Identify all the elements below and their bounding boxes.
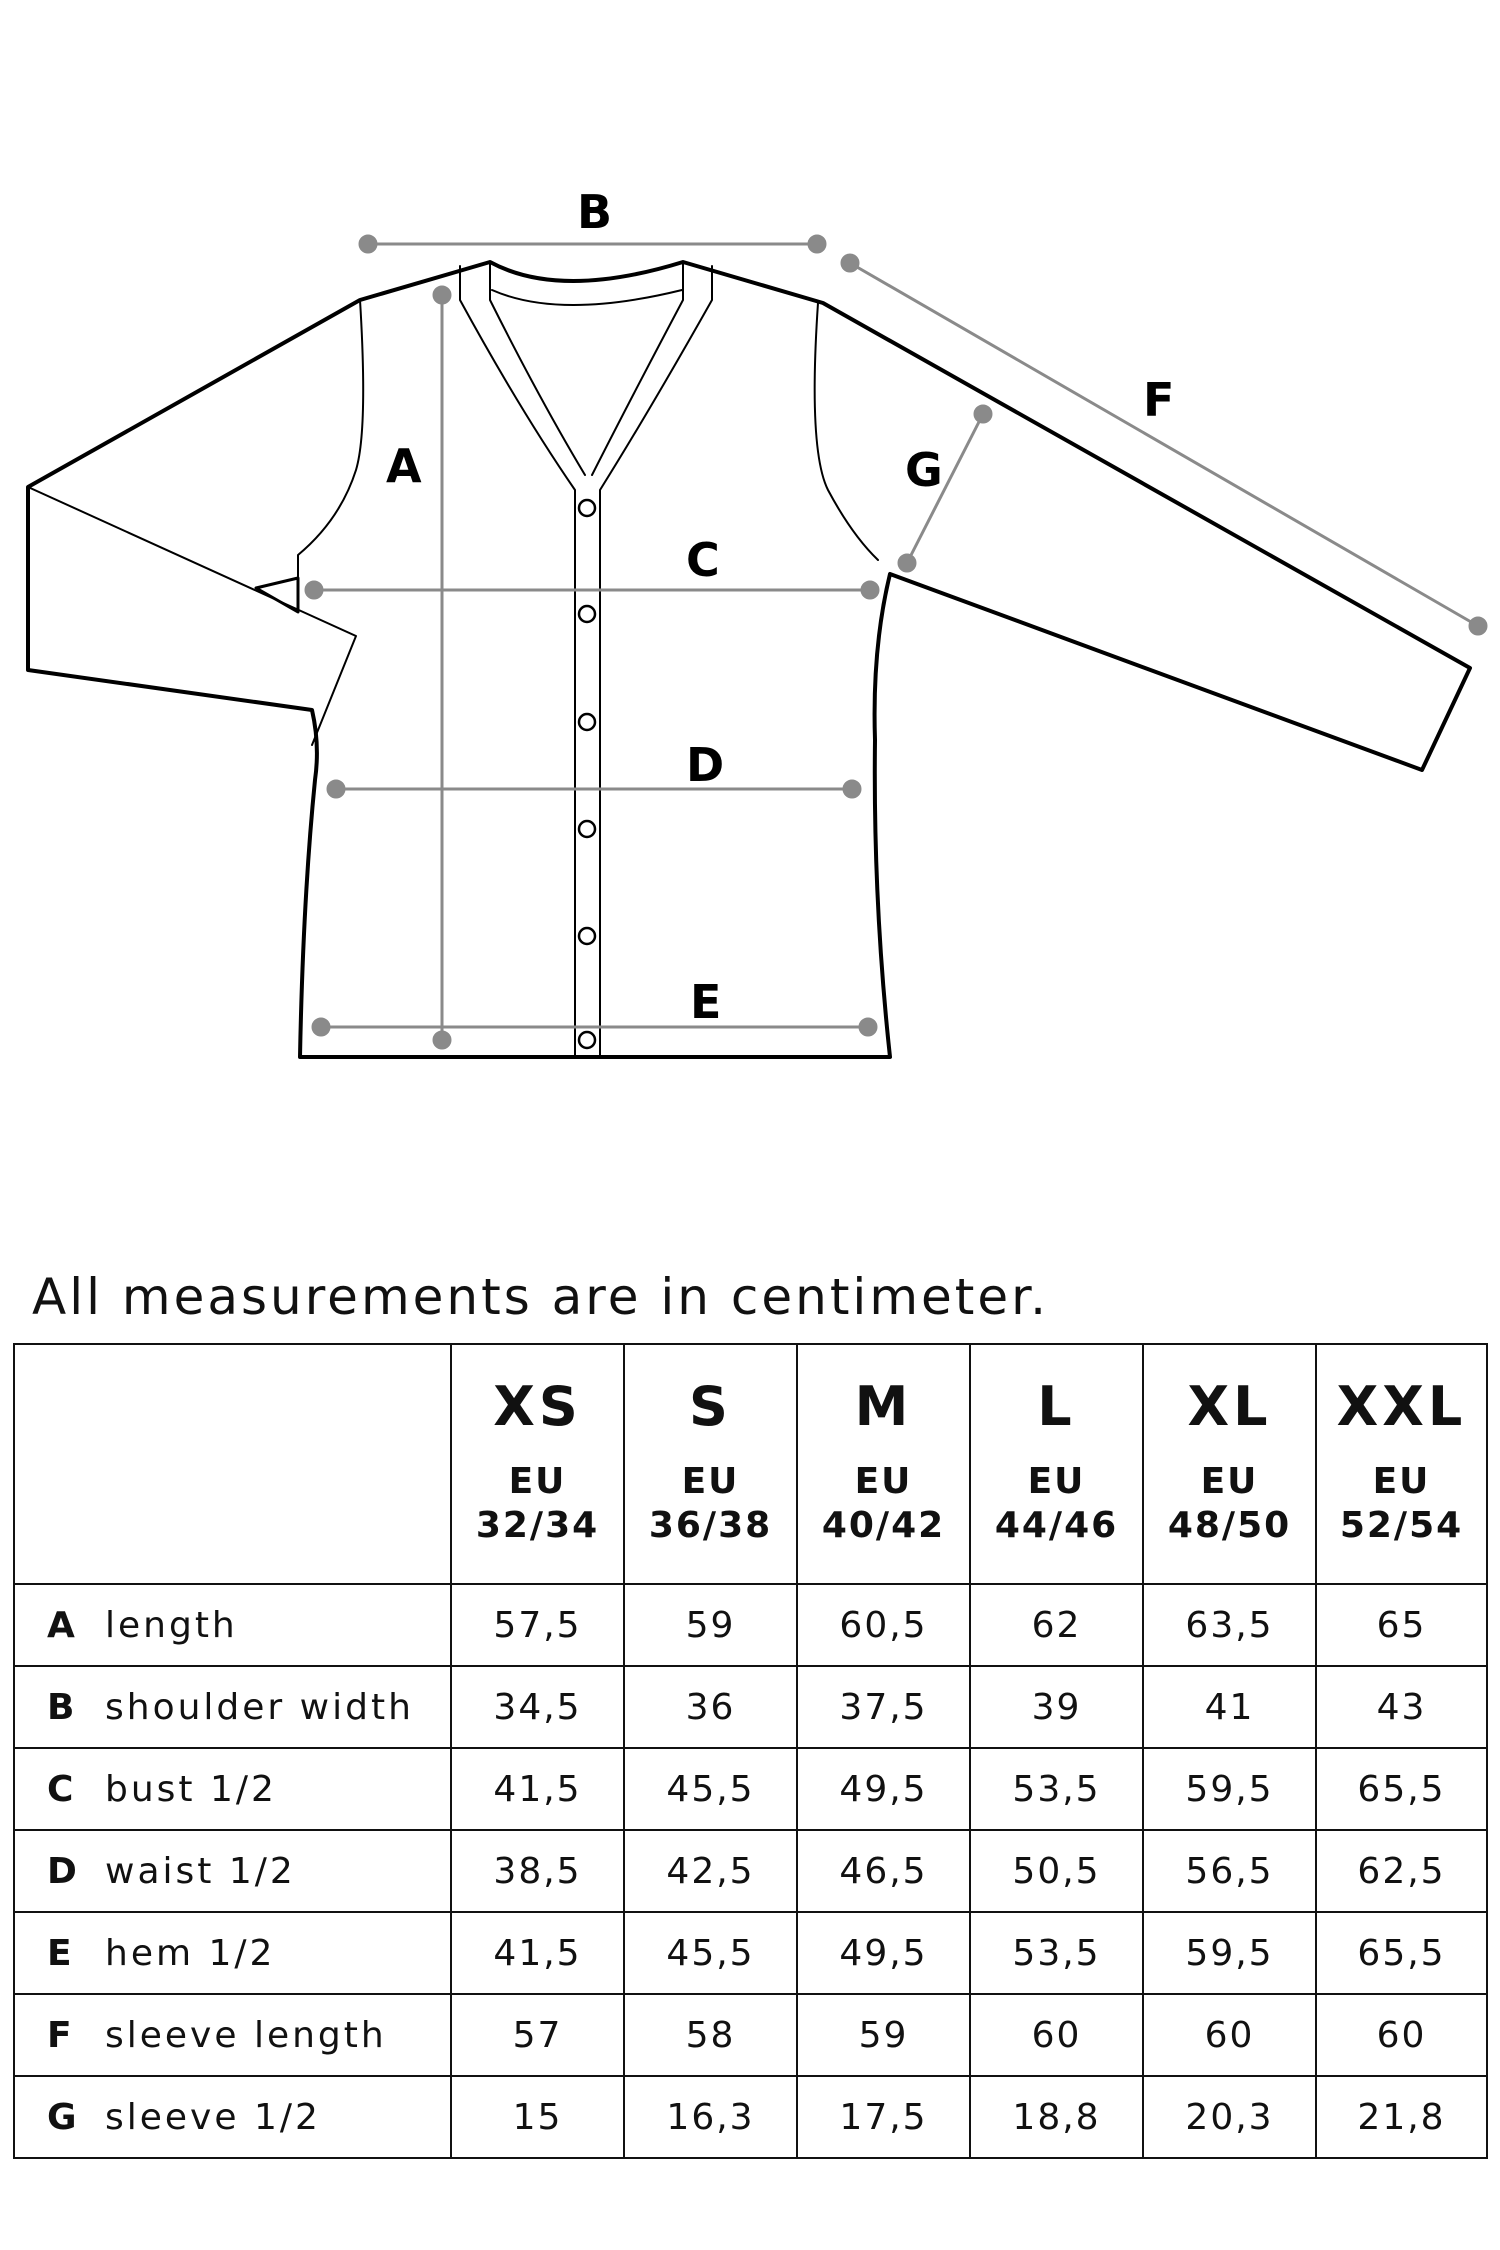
table-row [14,1666,1487,1748]
size-name: XXL [1336,1375,1467,1438]
table-row [14,1912,1487,1994]
eu-range: 40/42 [821,1505,946,1546]
row-header [14,1666,451,1748]
size-column-header [970,1344,1143,1584]
button [579,500,595,516]
table-cell: 16,3 [624,2076,797,2158]
table-cell: 41,5 [451,1748,624,1830]
row-header [14,1584,451,1666]
size-name: M [854,1375,913,1438]
table-cell: 60 [970,1994,1143,2076]
table-cell: 18,8 [970,2076,1143,2158]
eu-label: EU [681,1461,740,1502]
table-row [14,1584,1487,1666]
measure-d [328,781,860,797]
eu-range: 36/38 [648,1505,773,1546]
row-name: hem 1/2 [105,1932,276,1974]
size-column-header [451,1344,624,1584]
row-header [14,2076,451,2158]
table-row [14,1994,1487,2076]
row-name: shoulder width [105,1686,414,1728]
table-cell: 63,5 [1143,1584,1316,1666]
button [579,714,595,730]
left-cuff-notch [256,578,298,612]
table-cell: 50,5 [970,1830,1143,1912]
row-letter: B [47,1686,77,1728]
left-sleeve-detail [28,487,356,745]
measure-e [313,1019,876,1035]
table-cell: 58 [624,1994,797,2076]
button [579,928,595,944]
table-cell: 53,5 [970,1748,1143,1830]
row-letter: G [47,2096,79,2138]
eu-range: 44/46 [994,1505,1119,1546]
label-g: G [905,443,943,497]
table-cell: 59,5 [1143,1912,1316,1994]
left-armhole [298,300,363,578]
eu-label: EU [1027,1461,1086,1502]
table-cell: 41 [1143,1666,1316,1748]
table-cell: 45,5 [624,1748,797,1830]
row-letter: D [47,1850,79,1892]
eu-label: EU [1372,1461,1431,1502]
table-cell: 53,5 [970,1912,1143,1994]
row-name: length [105,1604,238,1646]
right-armhole [815,303,878,560]
row-name: bust 1/2 [105,1768,277,1810]
row-name: sleeve length [105,2014,387,2056]
table-row [14,2076,1487,2158]
table-cell: 46,5 [797,1830,970,1912]
label-f: F [1143,373,1175,427]
row-name: waist 1/2 [105,1850,296,1892]
buttons [579,500,595,1048]
table-row [14,1748,1487,1830]
placket-left [460,266,575,1057]
row-name: sleeve 1/2 [105,2096,321,2138]
size-column-header [1316,1344,1487,1584]
size-column-header [624,1344,797,1584]
size-name: XL [1187,1375,1272,1438]
table-cell: 65,5 [1316,1748,1487,1830]
table-cell: 20,3 [1143,2076,1316,2158]
table-cell: 42,5 [624,1830,797,1912]
size-name: L [1037,1375,1076,1438]
button [579,1032,595,1048]
table-cell: 62 [970,1584,1143,1666]
measure-c [306,582,878,598]
row-letter: F [47,2014,74,2056]
row-letter: C [47,1768,76,1810]
corner-cell [14,1344,451,1584]
eu-range: 32/34 [475,1505,600,1546]
table-cell: 34,5 [451,1666,624,1748]
cardigan-outline [28,262,1470,1057]
table-row [14,1830,1487,1912]
table-cell: 57 [451,1994,624,2076]
button [579,821,595,837]
table-cell: 65,5 [1316,1912,1487,1994]
table-cell: 57,5 [451,1584,624,1666]
table-cell: 65 [1316,1584,1487,1666]
row-header [14,1830,451,1912]
table-cell: 38,5 [451,1830,624,1912]
table-cell: 60,5 [797,1584,970,1666]
table-cell: 43 [1316,1666,1487,1748]
table-cell: 59 [797,1994,970,2076]
table-cell: 21,8 [1316,2076,1487,2158]
table-cell: 36 [624,1666,797,1748]
table-cell: 37,5 [797,1666,970,1748]
eu-range: 52/54 [1339,1505,1464,1546]
label-d: D [686,738,725,792]
table-cell: 49,5 [797,1912,970,1994]
table-cell: 17,5 [797,2076,970,2158]
row-header [14,1994,451,2076]
table-cell: 60 [1316,1994,1487,2076]
table-cell: 62,5 [1316,1830,1487,1912]
placket-right [600,266,712,1057]
label-b: B [577,185,613,239]
size-chart-table [13,1343,1488,2159]
measurement-note: All measurements are in centimeter. [32,1268,1050,1326]
measure-a [434,287,450,1048]
table-cell: 59,5 [1143,1748,1316,1830]
table-cell: 59 [624,1584,797,1666]
row-letter: A [47,1604,77,1646]
size-column-header [797,1344,970,1584]
eu-label: EU [1200,1461,1259,1502]
row-header [14,1748,451,1830]
eu-label: EU [854,1461,913,1502]
button [579,606,595,622]
table-cell: 45,5 [624,1912,797,1994]
table-cell: 56,5 [1143,1830,1316,1912]
size-column-header [1143,1344,1316,1584]
label-e: E [690,975,722,1029]
table-cell: 39 [970,1666,1143,1748]
table-cell: 41,5 [451,1912,624,1994]
table-cell: 60 [1143,1994,1316,2076]
label-c: C [686,533,720,587]
eu-label: EU [508,1461,567,1502]
row-header [14,1912,451,1994]
row-letter: E [47,1932,74,1974]
size-header-row [14,1344,1487,1584]
label-a: A [386,439,422,493]
size-name: S [689,1375,732,1438]
table-cell: 49,5 [797,1748,970,1830]
size-name: XS [493,1375,582,1438]
neck-inner [492,290,682,305]
eu-range: 48/50 [1167,1505,1292,1546]
table-cell: 15 [451,2076,624,2158]
